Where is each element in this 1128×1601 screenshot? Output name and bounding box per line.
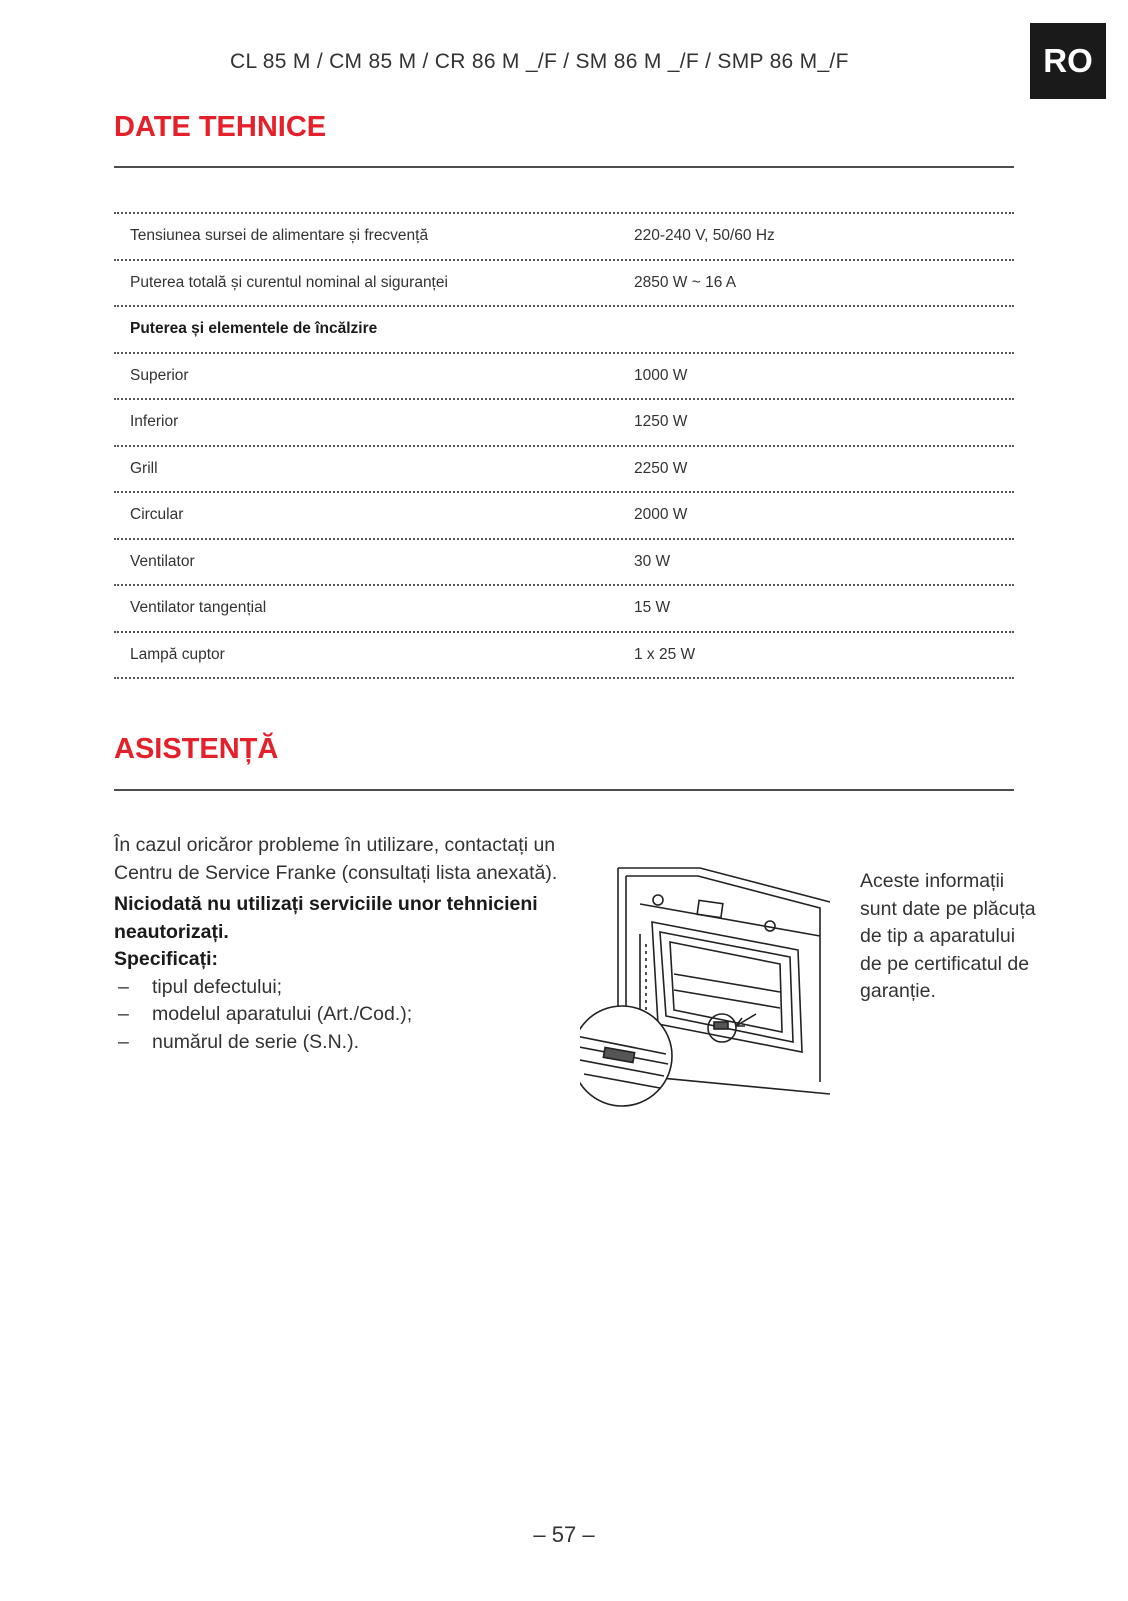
specify-list xyxy=(114,974,564,1057)
spec-row xyxy=(114,352,1014,399)
page-number: – 57 – xyxy=(533,1522,595,1547)
spec-label: Ventilator xyxy=(130,552,195,570)
spec-label: Inferior xyxy=(130,413,179,430)
list-item-text: modelul aparatului (Art./Cod.); xyxy=(152,1003,413,1025)
spec-row xyxy=(114,584,1014,631)
spec-value: 220-240 V, 50/60 Hz xyxy=(634,227,775,244)
title-underline xyxy=(114,789,1014,791)
spec-row xyxy=(114,259,1014,306)
assistance-intro: În cazul oricăror probleme în utilizare, contactați un Centru de Service Franke (consultați lista anexată). xyxy=(114,834,558,884)
assistance-warning: Niciodată nu utilizați serviciile unor tehnicieni neautorizați. xyxy=(114,893,538,943)
spec-label: Grill xyxy=(130,459,158,477)
rating-plate-note: Aceste informații sunt date pe plăcuța de tip a aparatului de pe certificatul de garanție. xyxy=(860,870,1036,1002)
spec-row xyxy=(114,491,1014,538)
spec-row xyxy=(114,212,1014,259)
spec-value: 1250 W xyxy=(634,413,688,430)
spec-value: 1000 W xyxy=(634,366,688,384)
oven-rating-plate-illustration xyxy=(580,864,840,1120)
model-list: CL 85 M / CM 85 M / CR 86 M _/F / SM 86 M _/F / SMP 86 M_/F xyxy=(230,50,849,73)
list-item xyxy=(114,1029,564,1057)
list-item-text: tipul defectului; xyxy=(152,975,283,998)
spec-row xyxy=(114,631,1014,680)
spec-row xyxy=(114,445,1014,492)
spec-value: 15 W xyxy=(634,599,671,616)
list-item xyxy=(114,1001,564,1029)
spec-label: Lampă cuptor xyxy=(130,645,225,663)
spec-row xyxy=(114,398,1014,445)
spec-value: 30 W xyxy=(634,552,671,570)
dash-bullet: – xyxy=(118,1030,129,1053)
spec-subheading: Puterea și elementele de încălzire xyxy=(130,320,378,337)
spec-value: 2000 W xyxy=(634,506,688,523)
spec-row xyxy=(114,305,1014,352)
technical-data-title: DATE TEHNICE xyxy=(114,111,327,143)
spec-label: Tensiunea sursei de alimentare și frecvență xyxy=(130,227,429,244)
specify-heading: Specificați: xyxy=(114,948,219,970)
spec-value: 2850 W ~ 16 A xyxy=(634,273,737,291)
assistance-title: ASISTENȚĂ xyxy=(114,733,279,765)
assistance-text xyxy=(114,832,564,1056)
spec-table xyxy=(114,212,1014,679)
spec-label: Ventilator tangențial xyxy=(130,599,267,616)
dash-bullet: – xyxy=(118,975,129,998)
list-item-text: numărul de serie (S.N.). xyxy=(152,1030,359,1053)
spec-value: 2250 W xyxy=(634,459,688,477)
spec-value: 1 x 25 W xyxy=(634,645,696,663)
spec-label: Superior xyxy=(130,366,189,384)
spec-label: Puterea totală și curentul nominal al siguranței xyxy=(130,273,448,291)
list-item xyxy=(114,974,564,1002)
spec-label: Circular xyxy=(130,506,184,523)
spec-row xyxy=(114,538,1014,585)
dash-bullet: – xyxy=(118,1003,129,1025)
title-underline xyxy=(114,166,1014,168)
language-badge: RO xyxy=(1030,23,1106,99)
